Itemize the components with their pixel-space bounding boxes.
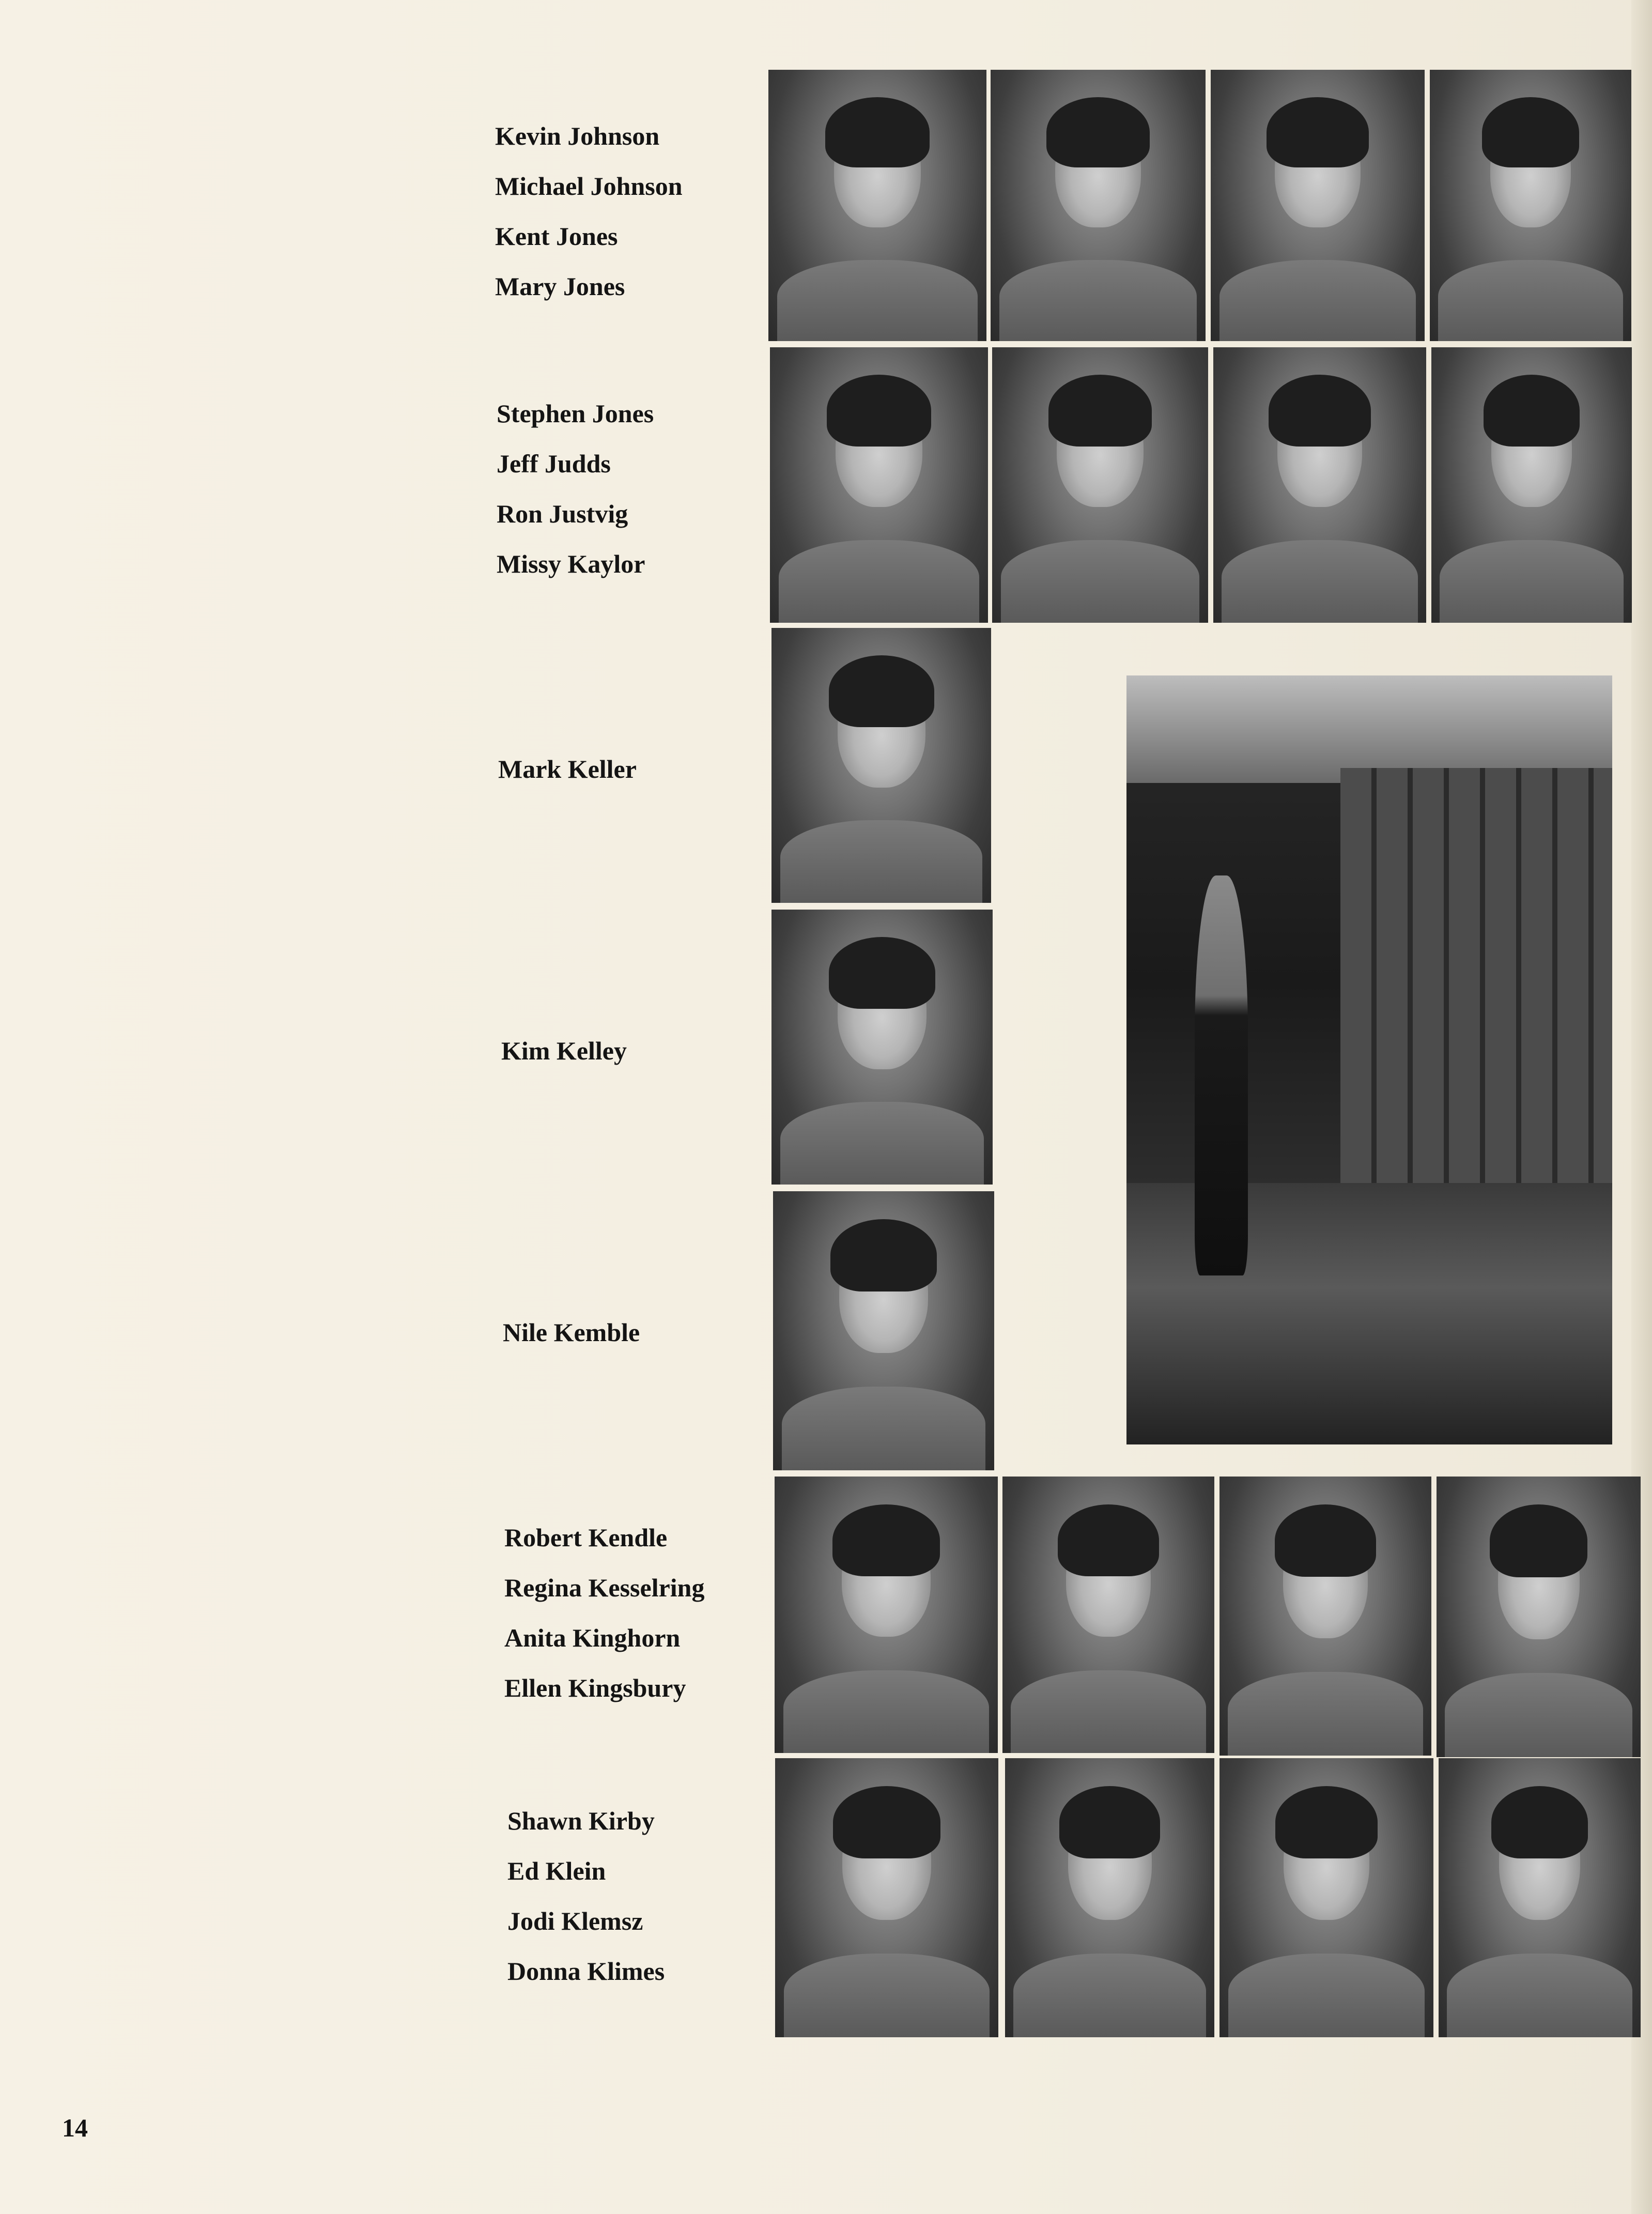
- student-name: Donna Klimes: [507, 1957, 665, 1986]
- student-name: Stephen Jones: [497, 399, 654, 428]
- student-photo: [1219, 1477, 1431, 1756]
- student-photo: [1430, 70, 1631, 341]
- name-group-row-7: [507, 1796, 665, 1996]
- name-group-row-3: [498, 744, 637, 794]
- student-name: Missy Kaylor: [497, 549, 645, 578]
- student-name: Kent Jones: [495, 222, 618, 251]
- student-name: Kevin Johnson: [495, 121, 660, 150]
- student-photo: [1219, 1758, 1433, 2037]
- student-photo: [771, 628, 991, 903]
- student-name: Robert Kendle: [504, 1523, 668, 1552]
- student-photo: [1437, 1477, 1641, 1757]
- student-photo: [771, 910, 993, 1185]
- student-name: Anita Kinghorn: [504, 1623, 681, 1652]
- student-photo: [1213, 347, 1426, 623]
- student-name: Ellen Kingsbury: [504, 1673, 686, 1702]
- name-group-row-1: [495, 111, 683, 312]
- student-photo: [1211, 70, 1425, 341]
- page-number: 14: [62, 2113, 88, 2142]
- student-photo: [773, 1191, 994, 1470]
- student-name: Nile Kemble: [503, 1318, 640, 1347]
- student-name: Shawn Kirby: [507, 1806, 655, 1835]
- name-group-row-4: [501, 1026, 627, 1076]
- name-group-row-2: [497, 389, 654, 589]
- student-photo: [1431, 347, 1632, 623]
- name-group-row-6: [504, 1513, 704, 1713]
- student-name: Michael Johnson: [495, 172, 683, 201]
- name-group-row-5: [503, 1308, 640, 1358]
- student-name: Ron Justvig: [497, 499, 628, 528]
- hallway-candid-photo: [1126, 675, 1612, 1444]
- student-name: Regina Kesselring: [504, 1573, 705, 1602]
- student-photo: [1439, 1758, 1641, 2037]
- student-photo: [1005, 1758, 1214, 2037]
- student-name: Jeff Judds: [497, 449, 611, 478]
- student-name: Mary Jones: [495, 272, 625, 301]
- student-photo: [1002, 1477, 1214, 1753]
- student-name: Jodi Klemsz: [507, 1907, 643, 1935]
- student-photo: [775, 1477, 998, 1753]
- student-name: Kim Kelley: [501, 1036, 627, 1065]
- student-photo: [992, 347, 1208, 623]
- student-photo: [768, 70, 986, 341]
- student-photo: [775, 1758, 998, 2037]
- student-name: Mark Keller: [498, 755, 637, 783]
- student-name: Ed Klein: [507, 1856, 606, 1885]
- student-photo: [770, 347, 988, 623]
- student-photo: [991, 70, 1206, 341]
